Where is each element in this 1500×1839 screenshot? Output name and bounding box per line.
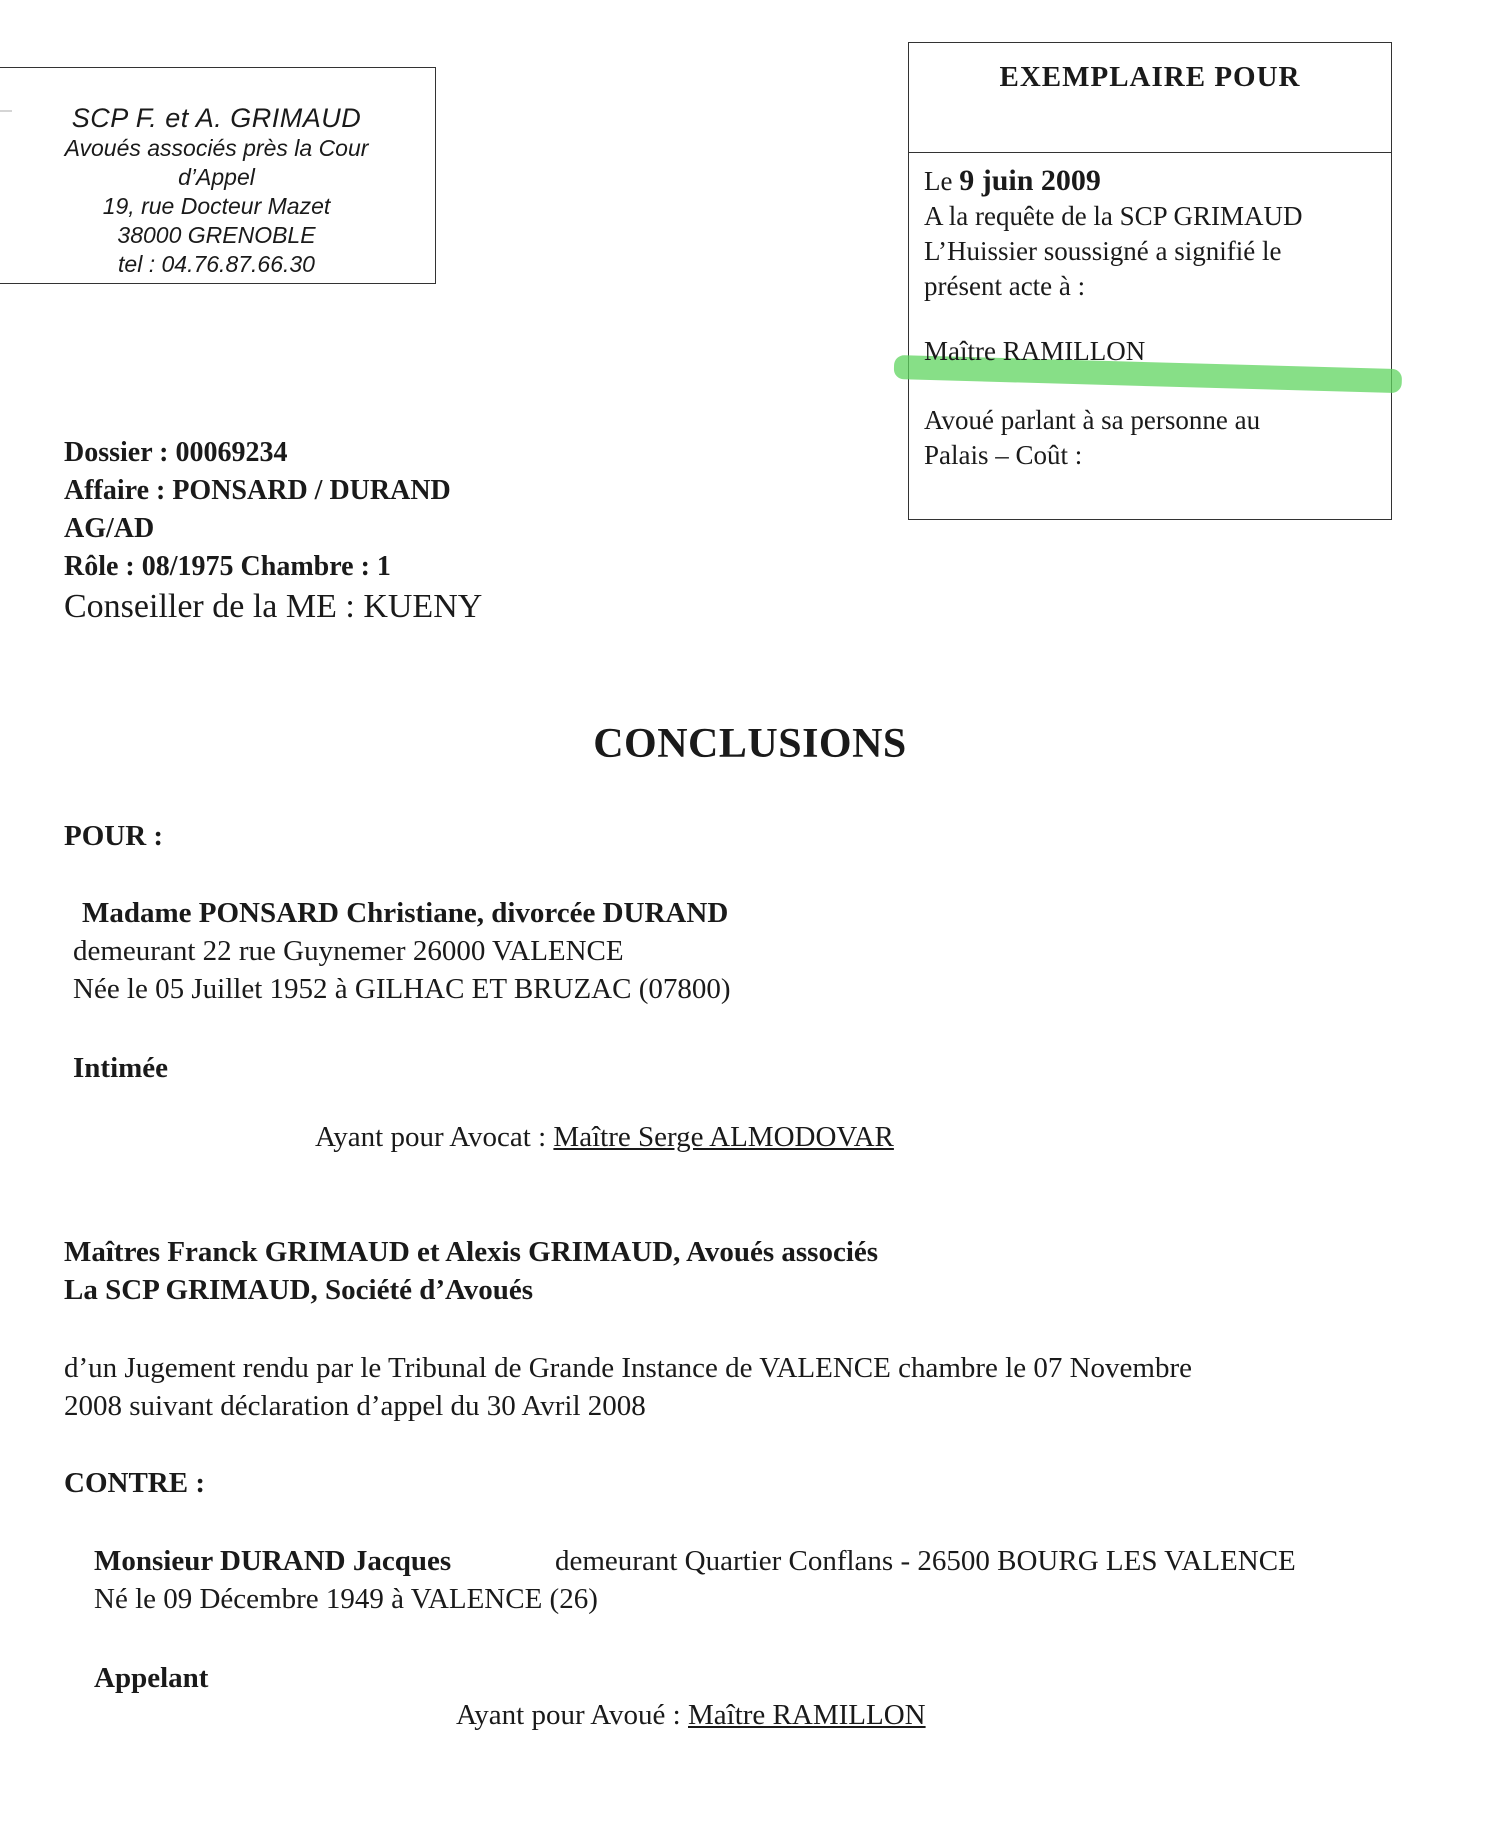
exemplaire-line4: Avoué parlant à sa personne au (924, 405, 1261, 435)
avoues-line1: Maîtres Franck GRIMAUD et Alexis GRIMAUD, Avoués associés (64, 1236, 879, 1268)
jugement-line2: 2008 suivant déclaration d’appel du 30 Avril 2008 (64, 1390, 646, 1422)
avocat-label: Ayant pour Avocat : (315, 1121, 554, 1153)
document-title: CONCLUSIONS (593, 721, 907, 767)
dossier-info (64, 434, 482, 628)
sender-box (0, 67, 436, 284)
sender-firm: SCP F. et A. GRIMAUD (71, 103, 362, 133)
pour-avocat (315, 1118, 894, 1156)
sender-address: 19, rue Docteur Mazet (102, 193, 331, 219)
affaire: Affaire : PONSARD / DURAND (64, 475, 451, 506)
contre-label: CONTRE : (64, 1467, 205, 1499)
recipient-name: Maître RAMILLON (924, 336, 1146, 366)
avoue-name: Maître RAMILLON (688, 1699, 926, 1731)
contre-party: Monsieur DURAND Jacques (94, 1545, 452, 1577)
pour-party: Madame PONSARD Christiane, divorcée DURAND (82, 897, 729, 929)
role-chambre: Rôle : 08/1975 Chambre : 1 (64, 551, 391, 582)
exemplaire-line5: Palais – Coût : (924, 440, 1083, 470)
exemplaire-box (908, 42, 1392, 520)
contre-status: Appelant (94, 1662, 209, 1694)
pour-label: POUR : (64, 820, 164, 852)
conseiller: Conseiller de la ME : KUENY (64, 588, 483, 625)
recipient-highlight (924, 334, 1145, 369)
pour-born: Née le 05 Juillet 1952 à GILHAC ET BRUZAC (07800) (73, 973, 731, 1005)
scan-mark (0, 110, 12, 112)
exemplaire-heading: EXEMPLAIRE POUR (909, 43, 1391, 153)
sender-tel: tel : 04.76.87.66.30 (118, 251, 315, 277)
contre-address: demeurant Quartier Conflans - 26500 BOURG LES VALENCE (555, 1545, 1296, 1577)
exemplaire-line2: L’Huissier soussigné a signifié le (924, 236, 1282, 266)
pour-address: demeurant 22 rue Guynemer 26000 VALENCE (73, 935, 624, 967)
initials: AG/AD (64, 513, 155, 544)
avocat-name: Maître Serge ALMODOVAR (553, 1121, 894, 1153)
exemplaire-body (909, 153, 1391, 473)
date-value: 9 juin 2009 (959, 164, 1101, 197)
jugement-line1: d’un Jugement rendu par le Tribunal de Grande Instance de VALENCE chambre le 07 Novembre (64, 1352, 1193, 1384)
dossier-number: Dossier : 00069234 (64, 437, 288, 468)
contre-born: Né le 09 Décembre 1949 à VALENCE (26) (94, 1583, 598, 1615)
exemplaire-line3: présent acte à : (924, 271, 1086, 301)
signification-date (924, 163, 1377, 199)
sender-line2: d’Appel (178, 164, 255, 190)
contre-avoue (456, 1696, 926, 1734)
avoue-label: Ayant pour Avoué : (456, 1699, 688, 1731)
date-prefix: Le (924, 166, 960, 196)
avoues-line2: La SCP GRIMAUD, Société d’Avoués (64, 1274, 534, 1306)
sender-line1: Avoués associés près la Cour (64, 135, 369, 161)
sender-city: 38000 GRENOBLE (117, 222, 316, 248)
exemplaire-line1: A la requête de la SCP GRIMAUD (924, 201, 1303, 231)
pour-status: Intimée (73, 1052, 169, 1084)
